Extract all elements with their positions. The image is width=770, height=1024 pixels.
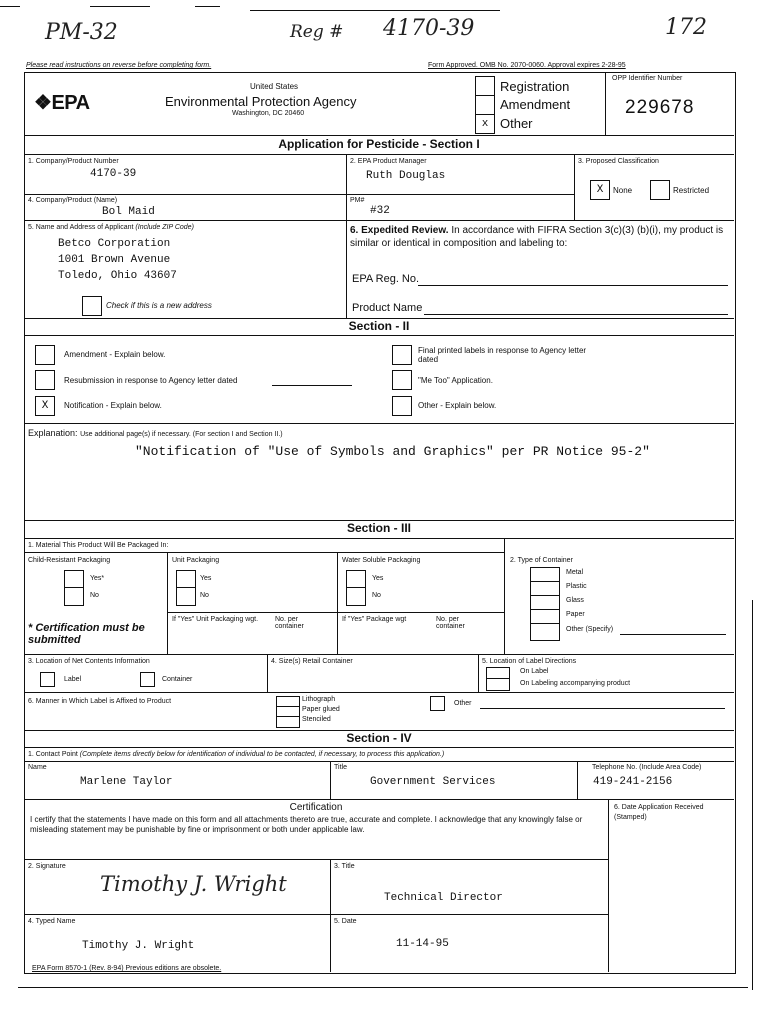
epa-logo-icon: ❖	[34, 92, 52, 114]
divider	[574, 154, 575, 220]
divider	[330, 761, 331, 799]
notification-label: Notification - Explain below.	[64, 401, 162, 410]
contact-name-label: Name	[28, 764, 47, 771]
applicant-label: 5. Name and Address of Applicant (Include ZIP Code)	[28, 224, 194, 231]
pm-manager: Ruth Douglas	[366, 170, 446, 182]
handwritten-reg-number: 4170-39	[383, 16, 475, 41]
typed-name-label: 4. Typed Name	[28, 918, 76, 925]
classification-label: 3. Proposed Classification	[578, 158, 659, 165]
top-rule	[250, 10, 500, 11]
divider	[24, 552, 504, 553]
divider	[276, 706, 299, 707]
container-glass: Glass	[566, 597, 584, 604]
top-rule	[90, 6, 150, 7]
amendment-explain-label: Amendment - Explain below.	[64, 350, 166, 359]
product-name-field[interactable]	[424, 314, 728, 315]
loc-container-checkbox[interactable]	[140, 672, 155, 687]
divider	[530, 581, 559, 582]
divider	[337, 552, 338, 654]
divider	[24, 154, 734, 155]
divider	[167, 612, 337, 613]
class-none-checkbox[interactable]: X	[590, 180, 610, 200]
container-metal: Metal	[566, 569, 584, 576]
notification-checkbox[interactable]: X	[35, 396, 55, 416]
divider	[167, 552, 168, 654]
me-too-label: "Me Too" Application.	[418, 376, 493, 385]
explanation-header: Explanation: Use additional page(s) if necessary. (For section I and Section II.)	[28, 428, 283, 438]
certification-note: * Certification must be submitted	[28, 622, 145, 646]
manner-other-checkbox[interactable]	[430, 696, 445, 711]
lithograph: Lithograph	[302, 696, 336, 703]
divider	[530, 623, 559, 624]
class-restricted-label: Restricted	[673, 186, 710, 195]
handwritten-reg-prefix: Reg #	[290, 22, 344, 42]
child-resistant-label: Child-Resistant Packaging	[28, 557, 111, 564]
divider	[24, 859, 608, 860]
agency-city: Washington, DC 20460	[232, 110, 305, 117]
company-product-number-label: 1. Company/Product Number	[28, 158, 119, 165]
registration-label: Registration	[500, 79, 570, 94]
divider	[577, 761, 578, 799]
amendment-explain-checkbox[interactable]	[35, 345, 55, 365]
manner-other-label: Other	[454, 700, 472, 707]
other-label: Other	[500, 116, 533, 131]
water-no-label: No	[372, 592, 381, 599]
manner-label: 6. Manner in Which Label is Affixed to Product	[28, 698, 172, 705]
divider	[330, 859, 331, 972]
resubmission-date-field[interactable]	[272, 385, 352, 386]
resubmission-label: Resubmission in response to Agency letter dated	[64, 376, 238, 385]
child-no-label: No	[90, 592, 99, 599]
divider	[24, 914, 608, 915]
class-restricted-checkbox[interactable]	[650, 180, 670, 200]
divider	[346, 154, 347, 194]
product-name-label: Product Name	[352, 302, 423, 314]
label-directions-label: 5. Location of Label Directions	[482, 658, 577, 665]
new-address-label: Check if this is a new address	[106, 301, 212, 310]
on-labeling: On Labeling accompanying product	[520, 680, 631, 687]
unit-no-label: No	[200, 592, 209, 599]
water-soluble-label: Water Soluble Packaging	[342, 557, 421, 564]
edge-rule	[752, 600, 753, 990]
divider	[337, 612, 505, 613]
divider	[346, 220, 347, 318]
bottom-rule	[18, 987, 748, 988]
divider	[478, 654, 479, 692]
divider	[24, 799, 734, 800]
amendment-label: Amendment	[500, 97, 571, 112]
opp-label: OPP Identifier Number	[612, 75, 683, 82]
divider	[605, 72, 606, 135]
type-container-label: 2. Type of Container	[510, 557, 573, 564]
new-address-checkbox[interactable]	[82, 296, 102, 316]
applicant-line3: Toledo, Ohio 43607	[58, 270, 177, 282]
divider	[608, 799, 609, 972]
other-explain-checkbox[interactable]	[392, 396, 412, 416]
telephone: 419-241-2156	[593, 776, 673, 788]
registration-checkbox[interactable]	[475, 76, 495, 96]
resubmission-checkbox[interactable]	[35, 370, 55, 390]
divider	[176, 587, 195, 588]
date-received-label: 6. Date Application Received (Stamped)	[614, 804, 704, 821]
size-retail-label: 4. Size(s) Retail Container	[271, 658, 353, 665]
container-paper: Paper	[566, 611, 585, 618]
other-checkbox[interactable]: x	[475, 114, 495, 134]
container-plastic: Plastic	[566, 583, 587, 590]
divider	[486, 678, 509, 679]
epa-reg-no-field[interactable]	[418, 285, 728, 286]
container-other-field[interactable]	[620, 634, 726, 635]
paper-glued: Paper glued	[302, 706, 340, 713]
united-states: United States	[250, 82, 299, 91]
unit-if-yes-label: If "Yes" Unit Packaging wgt.	[172, 616, 259, 623]
container-other: Other (Specify)	[566, 626, 614, 633]
divider	[24, 747, 734, 748]
me-too-checkbox[interactable]	[392, 370, 412, 390]
section3-title: Section - III	[346, 521, 411, 535]
divider	[346, 194, 347, 220]
expedited-review: 6. Expedited Review. In accordance with FIFRA Section 3(c)(3) (b)(i), my product is similar or identical in composition and labeling to:	[350, 225, 724, 249]
water-if-yes-label: If "Yes" Package wgt	[342, 616, 407, 623]
divider	[530, 595, 559, 596]
company-name-label: 4. Company/Product (Name)	[28, 197, 118, 204]
pm-manager-label: 2. EPA Product Manager	[350, 158, 427, 165]
contact-title: Government Services	[370, 776, 496, 788]
final-printed-checkbox[interactable]	[392, 345, 412, 365]
child-resistant-checkbox[interactable]	[64, 570, 84, 606]
loc-container: Container	[162, 676, 193, 683]
divider	[267, 654, 268, 692]
signature: Timothy J. Wright	[100, 872, 287, 896]
stenciled: Stenciled	[302, 716, 331, 723]
manner-other-field[interactable]	[480, 708, 725, 709]
opp-number: 229678	[625, 97, 695, 118]
unit-no-per-container-label: No. per container	[275, 616, 304, 630]
unit-yes-label: Yes	[200, 575, 212, 582]
handwritten-pm: PM-32	[45, 20, 118, 45]
section1-title: Application for Pesticide - Section I	[278, 137, 480, 151]
loc-label: Label	[64, 676, 82, 683]
applicant-line1: Betco Corporation	[58, 238, 171, 250]
epa-logo: ❖EPA	[34, 92, 90, 114]
on-label: On Label	[520, 668, 549, 675]
company-name: Bol Maid	[102, 206, 155, 218]
explanation-text: "Notification of "Use of Symbols and Graphics" per PR Notice 95-2"	[135, 444, 650, 459]
unit-packaging-checkbox[interactable]	[176, 570, 196, 606]
divider	[530, 609, 559, 610]
section4-title: Section - IV	[346, 731, 412, 745]
class-none-label: None	[613, 186, 633, 195]
typed-name: Timothy J. Wright	[82, 940, 195, 952]
divider	[24, 335, 734, 336]
amendment-checkbox[interactable]	[475, 95, 495, 115]
divider	[24, 423, 734, 424]
certification-title: Certification	[289, 802, 343, 813]
divider	[346, 587, 365, 588]
company-product-number: 4170-39	[90, 168, 137, 180]
divider	[24, 220, 734, 221]
top-rule	[195, 6, 220, 7]
label-directions-checkboxes[interactable]	[486, 667, 510, 691]
packaged-label: 1. Material This Product Will Be Packaged In:	[28, 542, 169, 549]
water-soluble-checkbox[interactable]	[346, 570, 366, 606]
final-printed-label: Final printed labels in response to Agency letter dated	[418, 346, 587, 364]
pm-num: #32	[370, 205, 390, 217]
certification-text: I certify that the statements I have made on this form and all attachments thereto are true, accurate and complete. I acknowledge that any knowingly false or misleading statement may be punishable by fine or imprisonment or both under applicable law.	[30, 815, 583, 834]
container-type-checkboxes[interactable]	[530, 567, 560, 641]
applicant-line2: 1001 Brown Avenue	[58, 254, 171, 266]
date-label: 5. Date	[334, 918, 357, 925]
divider	[24, 761, 734, 762]
divider	[24, 692, 734, 693]
title3-label: 3. Title	[334, 863, 355, 870]
handwritten-page-number: 172	[665, 15, 707, 40]
divider	[24, 538, 734, 539]
form-approved: Form Approved. OMB No. 2070-0060. Approval expires 2-28-95	[428, 62, 626, 69]
divider	[24, 135, 734, 136]
top-rule	[0, 6, 20, 7]
loc-label-checkbox[interactable]	[40, 672, 55, 687]
contact-title-label: Title	[334, 764, 347, 771]
telephone-label: Telephone No. (Include Area Code)	[592, 764, 702, 771]
epa-reg-no-label: EPA Reg. No.	[352, 273, 420, 285]
instructions: Please read instructions on reverse before completing form.	[26, 62, 212, 69]
divider	[24, 194, 574, 195]
divider	[504, 538, 505, 654]
other-explain-label: Other - Explain below.	[418, 401, 497, 410]
child-yes-label: Yes*	[90, 575, 105, 582]
section2-title: Section - II	[348, 319, 410, 333]
agency-name: Environmental Protection Agency	[165, 94, 357, 109]
pm-num-label: PM#	[350, 197, 365, 204]
title3: Technical Director	[384, 892, 503, 904]
contact-name: Marlene Taylor	[80, 776, 173, 788]
water-no-per-container-label: No. per container	[436, 616, 465, 630]
divider	[276, 716, 299, 717]
signature-label: 2. Signature	[28, 863, 66, 870]
manner-checkboxes[interactable]	[276, 696, 300, 728]
contact-point: 1. Contact Point (Complete items directly below for identification of individual to be contacted, if necessary, to process this application.)	[28, 751, 445, 758]
unit-packaging-label: Unit Packaging	[172, 557, 220, 564]
divider	[24, 654, 734, 655]
location-net-label: 3. Location of Net Contents Information	[28, 658, 150, 665]
divider	[64, 587, 83, 588]
form-number: EPA Form 8570-1 (Rev. 8-94) Previous editions are obsolete.	[32, 965, 222, 972]
date: 11-14-95	[396, 938, 449, 950]
water-yes-label: Yes	[372, 575, 384, 582]
